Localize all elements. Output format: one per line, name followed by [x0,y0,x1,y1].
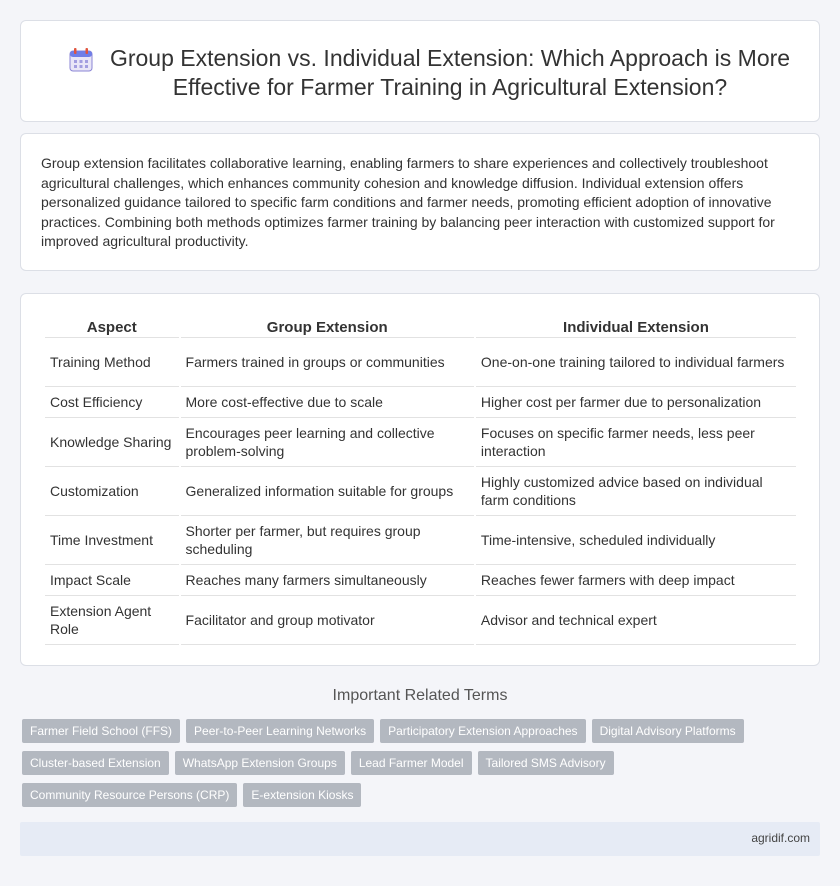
group-cell: Encourages peer learning and collective problem-solving [181,418,474,467]
individual-cell: Advisor and technical expert [476,596,796,645]
related-terms-title: Important Related Terms [332,687,508,704]
individual-cell: Higher cost per farmer due to personalization [476,387,796,418]
header-aspect: Aspect [45,314,179,338]
group-cell: Facilitator and group motivator [181,596,474,645]
group-cell: Reaches many farmers simultaneously [181,565,474,596]
table-header-row [45,314,796,338]
individual-cell: Reaches fewer farmers with deep impact [476,565,796,596]
group-cell: More cost-effective due to scale [181,387,474,418]
aspect-cell: Customization [45,467,179,516]
related-tag[interactable]: Farmer Field School (FFS) [22,719,180,743]
header-individual-extension: Individual Extension [476,314,796,338]
table-row [45,467,796,516]
comparison-table [43,314,798,645]
table-row [45,418,796,467]
page-title: Group Extension vs. Individual Extension: Which Approach is More Effective for Farmer Training in Agricultural Extension? [109,45,791,100]
footer-site-link[interactable]: agridif.com [751,831,810,845]
related-tag[interactable]: Peer-to-Peer Learning Networks [186,719,374,743]
related-tag[interactable]: Digital Advisory Platforms [592,719,744,743]
group-cell: Shorter per farmer, but requires group scheduling [181,516,474,565]
individual-cell: Focuses on specific farmer needs, less peer interaction [476,418,796,467]
related-tag[interactable]: Participatory Extension Approaches [380,719,585,743]
aspect-cell: Training Method [45,338,179,387]
group-cell: Generalized information suitable for groups [181,467,474,516]
table-row [45,338,796,387]
related-terms-tags [22,719,782,807]
related-tag[interactable]: E-extension Kiosks [243,783,361,807]
table-row [45,516,796,565]
summary-text: Group extension facilitates collaborative learning, enabling farmers to share experiences and collectively troubleshoot agricultural challenges, which enhances community cohesion and knowledge diffusion. Individual extension offers personalized guidance tailored to specific farm conditions and farmer needs, promoting efficient adoption of innovative practices. Combining both methods optimizes farmer training by balancing peer interaction with customized support for improved agricultural productivity. [41,155,775,249]
related-tag[interactable]: Tailored SMS Advisory [478,751,614,775]
summary-card [20,133,820,271]
table-row [45,565,796,596]
related-tag[interactable]: Community Resource Persons (CRP) [22,783,237,807]
aspect-cell: Extension Agent Role [45,596,179,645]
aspect-cell: Impact Scale [45,565,179,596]
table-row [45,387,796,418]
title-card [20,20,820,122]
related-tag[interactable]: Cluster-based Extension [22,751,169,775]
footer [20,822,820,856]
individual-cell: Time-intensive, scheduled individually [476,516,796,565]
individual-cell: Highly customized advice based on individual farm conditions [476,467,796,516]
individual-cell: One-on-one training tailored to individual farmers [476,338,796,387]
group-cell: Farmers trained in groups or communities [181,338,474,387]
table-row [45,596,796,645]
aspect-cell: Time Investment [45,516,179,565]
related-tag[interactable]: WhatsApp Extension Groups [175,751,345,775]
comparison-table-card [20,293,820,666]
header-group-extension: Group Extension [181,314,474,338]
aspect-cell: Cost Efficiency [45,387,179,418]
aspect-cell: Knowledge Sharing [45,418,179,467]
related-tag[interactable]: Lead Farmer Model [351,751,472,775]
